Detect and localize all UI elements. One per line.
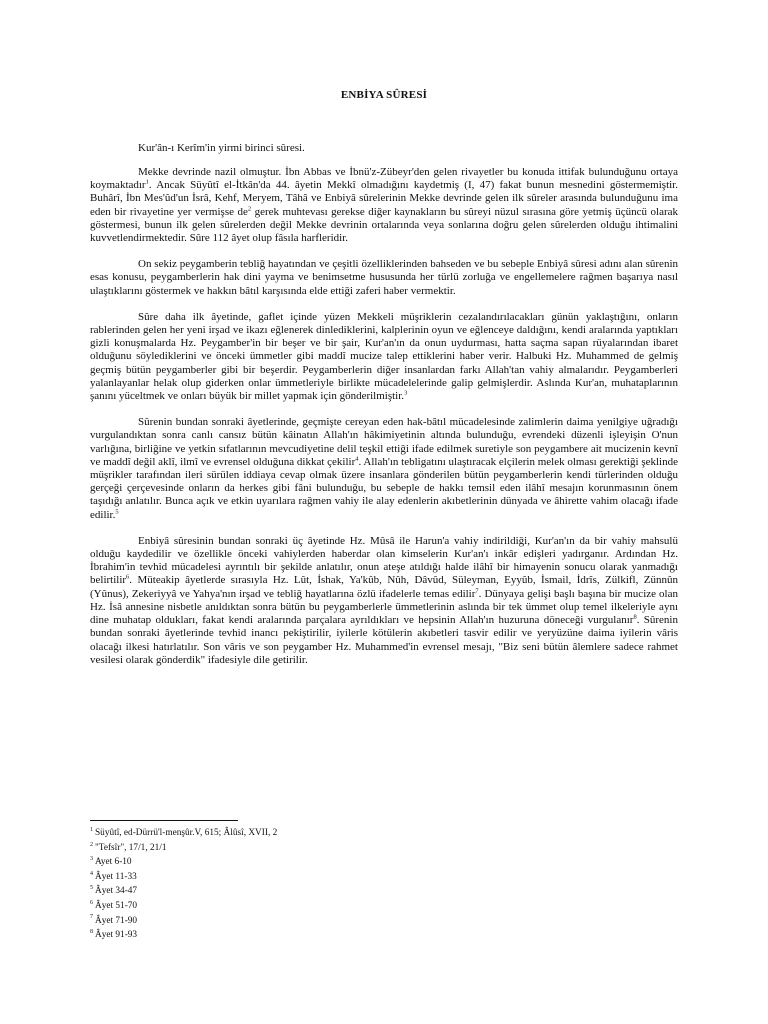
paragraph-text: Enbiyâ sûresinin bundan sonraki üç âyetinde Hz. Mûsâ ile Harun'a vahiy indirildiği, Kur'an'ın da bir vahiy mahsulü olduğu kaydedilir ve özellikle önceki vahiylerden haberdar olan kimselerin Kur'an'ı inkâr edişleri yadırganır. Ardından Hz. İbrahim'in tevhid mücadelesi ayrıntılı bir şekilde anlatılır, onun ateşe atıldığı halde ilâhî bir himayenin sonucu olarak yanmadığı belirtilir <box>90 534 678 587</box>
footnote-number: 4 <box>90 870 93 877</box>
paragraph-4 <box>90 416 678 522</box>
body-text <box>90 166 678 680</box>
footnote-item <box>90 928 678 943</box>
footnote-text: Âyet 91-93 <box>95 930 138 941</box>
paragraph-text: . Müteakip âyetlerde sırasıyla Hz. Lût, İshak, Ya'kûb, Nûh, Dâvûd, Süleyman, Eyyûb, İsmail, İdrîs, Zülkifl, Zünnûn (Yûnus), Zekeriyyâ ve Yahya'nın irşad ve tebliğ hayatlarına özlü ifadelerle temas edilir <box>90 574 678 600</box>
paragraph-text: Mekke devrinde nazil olmuştur. İbn Abbas ve İbnü'z-Zübeyr'den gelen rivayetler bu konuda ittifak bulunduğunu ortaya koymaktadır <box>90 166 678 192</box>
footnote-ref[interactable]: 5 <box>115 508 119 516</box>
footnote-item <box>90 870 678 885</box>
paragraph-text: . Allah'ın tebligatını ulaştıracak elçilerin melek olması gerektiği şeklinde müşrikler tarafından ileri sürülen iddiaya cevap olmak üzere insanlara gönderilen bütün peygamberlerin kendi türlerinden olduğu gerçeği çerçevesinde onların da herkes gibi fâni bulunduğu, bu sebeple de hakkı temsil eden ilâhî mesajın korunmasının önem taşıdığı anlatılır. Bunca açık ve etkin uyarılara rağmen vahiy ile alay edenlerin akıbetlerinin dünyada ve âhirette vahim olacağı ifade edilir. <box>90 455 678 521</box>
footnote-list <box>90 826 678 943</box>
footnote-ref[interactable]: 1 <box>145 178 149 186</box>
footnote-number: 5 <box>90 885 93 892</box>
paragraph-text: . Dünyaya gelişi başlı başına bir mucize olan Hz. İsâ annesine nisbetle anıldıktan sonra bütün bu peygamberlerle ümmetlerinin aslında bir tek ümmet olup temel ilkeleriyle aynı dine muhatap oldukları, fakat kendi aralarında parçalara ayrıldıkları ve hepsinin Allah'ın huzuruna döneceği vurgulanır <box>90 587 678 627</box>
paragraph-text: Sûre daha ilk âyetinde, gaflet içinde yüzen Mekkeli müşriklerin cezalandırılacakları günün yaklaştığını, onların rablerinden gelen her yeni irşad ve ikazı eğlenerek dinlediklerini, kalplerinin oyun ve eğlenceye daldığını, kendi aralarında yaptıkları gizli konuşmalarda Hz. Peygamber'in bir beşer ve bir şair, Kur'an'ın da onun uydurması, hatta saçma sapan rüyalarından ibaret olduğunu söylediklerini ve önceki ümmetler gibi maddî mucize talep ettiklerini haber verir. Halbuki Hz. Muhammed de gelmiş geçmiş bütün peygamberler gibi bir beşerdir. Peygamberlerin diğer insanlardan farkı Allah'tan vahiy almalarıdır. Peygamberleri yalanlayanlar helak olup giderken onlar ümmetleriyle birlikte mücadelelerinde galip gelmişlerdir. Aslında Kur'an, muhataplarının şanını yüceltmek ve onları büyük bir millet yapmak için gönderilmiştir. <box>90 310 678 403</box>
footnote-number: 1 <box>90 826 93 833</box>
footnote-number: 8 <box>90 929 93 936</box>
paragraph-text: On sekiz peygamberin tebliğ hayatından ve çeşitli özelliklerinden bahseden ve bu sebeple Enbiyâ sûresi adını alan sûrenin esas konusu, peygamberlerin hak dini yayma ve benimsetme hususunda her türlü zorluğa ve engellemelere rağmen başarıya nasıl ulaştıklarını göstermek ve hakkın bâtıl karşısında elde ettiği zaferi haber vermektir. <box>90 258 678 297</box>
footnote-text: Ayet 6-10 <box>95 857 132 868</box>
paragraph-text: . Ancak Süyûtî el-İtkân'da 44. âyetin Mekkî olmadığını kaydetmiş (I, 47) fakat bunun mesnedini göstermemiştir. Buhârî, İbn Mes'ûd'un İsrâ, Kehf, Meryem, Tâhâ ve Enbiyâ sûrelerinin Mekke devrinde gelen ilk sûreler arasında bulunduğunu ima eden bir rivayetine yer vermişse de <box>90 179 678 218</box>
footnote-item <box>90 884 678 899</box>
footnote-text: Âyet 11-33 <box>95 871 137 882</box>
footnote-item <box>90 914 678 929</box>
footnote-text: Âyet 51-70 <box>95 900 138 911</box>
footnote-ref[interactable]: 7 <box>475 587 479 595</box>
footnote-number: 7 <box>90 914 93 921</box>
intro-line: Kur'ân-ı Kerîm'in yirmi birinci sûresi. <box>138 142 305 154</box>
footnote-ref[interactable]: 4 <box>355 455 359 463</box>
footnote-number: 3 <box>90 856 93 863</box>
paragraph-5 <box>90 535 678 667</box>
footnote-divider <box>90 820 238 821</box>
footnote-ref[interactable]: 3 <box>404 389 408 397</box>
footnote-ref[interactable]: 2 <box>247 204 252 212</box>
paragraph-3 <box>90 311 678 403</box>
document-title: ENBİYA SÛRESİ <box>340 89 428 101</box>
footnote-item <box>90 899 678 914</box>
footnote-text: Süyûtî, ed-Dürrü'l-menşûr.V, 615; Âlûsî, XVII, 2 <box>95 828 278 838</box>
footnote-text: Âyet 34-47 <box>95 886 138 897</box>
footnote-ref[interactable]: 8 <box>633 613 637 621</box>
paragraph-text: . Sûrenin bundan sonraki âyetlerinde tevhid inancı pekiştirilir, iyilerle kötülerin akıbetleri tasvir edilir ve yeryüzüne daima iyilerin vâris olacağı ilkesi hatırlatılır. Son vâris ve son peygamber Hz. Muhammed'in evrensel mesajı, "Biz seni bütün âlemlere sadece rahmet vesilesi olarak gönderdik" ifadesiyle dile getirilir. <box>90 614 678 666</box>
footnote-item <box>90 841 678 856</box>
paragraph-text: Sûrenin bundan sonraki âyetlerinde, geçmişte cereyan eden hak-bâtıl mücadelesinde zalimlerin daima yenilgiye uğradığı vurgulandıktan sonra canlı cansız bütün kâinatın Allah'ın hâkimiyetinin altında bulunduğu, evrendeki düzenli işleyişin O'nun varlığına, birliğine ve yetkin sıfatlarının mevcudiyetine delil teşkil ettiği ifade edilmek suretiyle son peygambere ait mucizenin kevnî ve maddî değil aklî, ilmî ve evrensel olduğuna dikkat çekilir <box>90 416 678 468</box>
footnote-number: 6 <box>90 899 93 906</box>
footnote-item <box>90 826 678 841</box>
footnote-item <box>90 855 678 870</box>
footnote-number: 2 <box>90 841 93 848</box>
paragraph-1 <box>90 166 678 245</box>
paragraph-text: gerek muhtevası gerekse diğer kaynakların bu sûreyi nüzul sırasına göre yetmiş üçüncü olarak göstermesi, bunun ilk gelen sûrelerden değil Mekke devrinin ortalarında veya sonlarına doğru gelen sûrelerden olduğu ihtimalini kuvvetlendirmektedir. Sûre 112 âyet olup fâsıla harfleridir. <box>90 205 678 245</box>
footnote-text: "Tefsîr", 17/1, 21/1 <box>95 842 167 853</box>
footnote-text: Âyet 71-90 <box>95 915 138 926</box>
footnote-ref[interactable]: 6 <box>126 573 130 581</box>
paragraph-2 <box>90 258 678 298</box>
